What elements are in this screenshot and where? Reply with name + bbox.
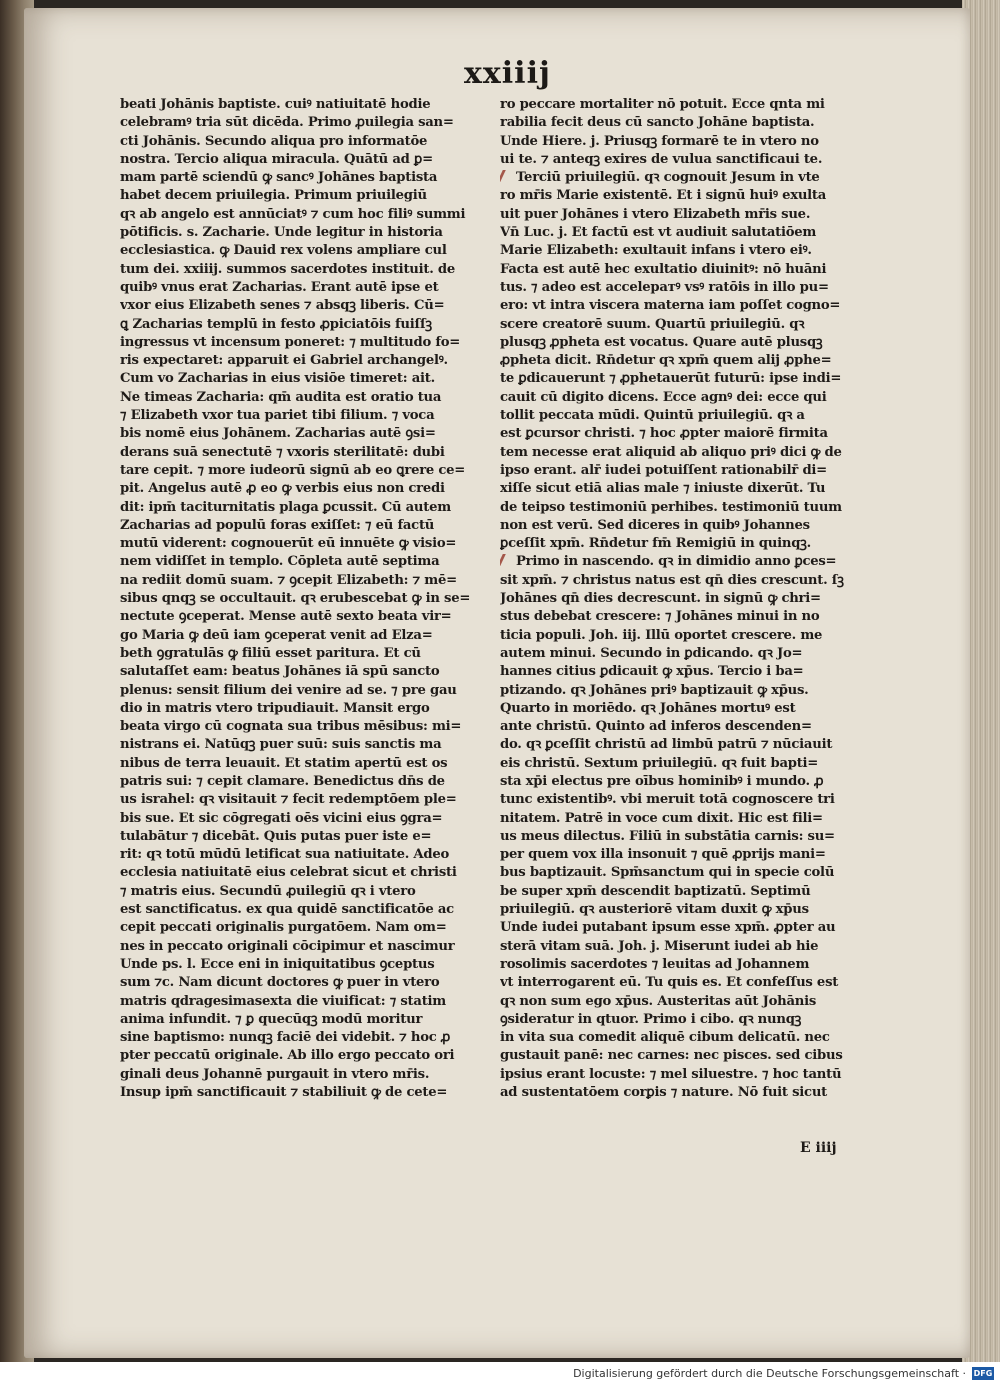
text-line: non est verū. Sed diceres in quibꝰ Johannes — [500, 517, 810, 533]
text-line: vt interrogarent eū. Tu quis es. Et confeſſus est — [500, 975, 839, 991]
text-line: mutū viderent: cognouerūt eū innuēte ꝙ visio= — [120, 536, 457, 552]
text-line: Johānes qn̄ dies decrescunt. in signū ꝙ chri= — [500, 591, 821, 607]
text-line: sine baptismo: nunqꝫ faciē dei videbit. ⁊ hoc ꝓ — [120, 1030, 451, 1046]
text-line: ris expectaret: apparuit ei Gabriel archangelꝰ. — [120, 353, 448, 369]
text-line: tus. ⁊ adeo est accelератꝰ vsꝰ ratōis in illo pu= — [500, 279, 829, 295]
text-line: stus debebat crescere: ⁊ Johānes minui in no — [500, 609, 820, 625]
text-line: cti Johānis. Secundo aliqua pro informatōe — [120, 133, 428, 149]
text-line: quibꝰ vnus erat Zacharias. Erant autē ipse et — [120, 279, 439, 295]
text-line: ecclesia natiuitatē eius celebrat sicut et christi — [120, 865, 457, 881]
text-line: na rediit domū suam. ⁊ ꝯcepit Elizabeth: ⁊ mē= — [120, 572, 457, 588]
text-line: us meus dilectus. Filiū in substātia carnis: su= — [500, 828, 835, 844]
text-line: tulabātur ⁊ dicebāt. Quis putas puer iste e= — [120, 828, 432, 844]
dfg-logo: DFG — [973, 1369, 993, 1378]
left-text-column — [120, 96, 486, 1102]
folio-number: xxiiij — [464, 56, 551, 91]
text-line: eis christū. Sextum priuilegiū. qꝛ fuit bapti= — [500, 755, 819, 771]
text-line: te ꝑdicauerunt ⁊ ꝓphetauerūt futurū: ipse indi= — [500, 371, 842, 387]
text-line: ro mr̄is Marie existentē. Et i signū huiꝰ exulta — [500, 188, 827, 204]
text-line: Unde Hiere. j. Priusqꝫ formarē te in vtero no — [500, 133, 819, 149]
text-line: derans suā senectutē ⁊ vxoris sterilitatē: dubi — [120, 444, 445, 460]
text-line: ad sustentatōem corꝑis ⁊ nature. Nō fuit sicut — [500, 1085, 828, 1101]
right-text-column — [500, 96, 858, 1102]
text-line: Unde iudei putabant ipsum esse xpm̄. ꝓpter au — [500, 920, 836, 936]
text-line: sta xp̄i electus pre oībus hominibꝰ i mundo. ꝓ — [500, 773, 824, 789]
text-line: autem minui. Secundo in ꝑdicando. qꝛ Jo= — [500, 645, 803, 661]
text-line: beata virgo cū cognata sua tribus mēsibus: mi= — [120, 719, 462, 735]
text-line: plusqꝫ ꝓpheta est vocatus. Quare autē plusqꝫ — [500, 334, 823, 350]
text-line: cauit cū digito dicens. Ecce agnꝰ dei: ecce qui — [500, 389, 827, 405]
text-line: est ꝑcursor christi. ⁊ hoc ꝓpter maiorē firmita — [500, 426, 828, 442]
text-line: nibus de terra leuauit. Et statim apertū est os — [120, 755, 448, 771]
text-line: salutaſſet eam: beatus Johānes iā spū sancto — [120, 664, 440, 680]
text-line: pit. Angelus autē ꝓ eo ꝙ verbis eius non credi — [120, 481, 445, 497]
text-line: pōtificis. s. Zacharie. Unde legitur in historia — [120, 225, 443, 241]
text-line: plenus: sensit filium dei venire ad se. ⁊ pre gau — [120, 682, 457, 698]
text-line: be super xpm̄ descendit baptizatū. Septimū — [500, 883, 811, 899]
text-line: Zacharias ad populū foras exiſſet: ⁊ eū factū — [120, 517, 435, 533]
text-line: rosolimis sacerdotes ⁊ leuitas ad Johannem — [500, 956, 810, 972]
text-line: Insup ipm̄ sanctificauit ⁊ stabiliuit ꝙ de cete= — [120, 1085, 448, 1101]
text-line: nistrans ei. Natūqꝫ puer suū: suis sanctis ma — [120, 737, 442, 753]
text-line: per quem vox illa insonuit ⁊ quē ꝓprijs mani= — [500, 847, 826, 863]
text-line: scere creatorē suum. Quartū priuilegiū. qꝛ — [500, 316, 805, 332]
text-line: in vita sua comedit aliquē cibum delicatū. nec — [500, 1030, 830, 1046]
text-line: bus baptizauit. Spm̄sanctum qui in specie colū — [500, 865, 835, 881]
text-line: us israhel: qꝛ visitauit ⁊ fecit redemptōem ple= — [120, 792, 457, 808]
text-line: habet decem priuilegia. Primum priuilegiū — [120, 188, 427, 204]
text-line: Facta est autē hec exultatio diuinitꝰ: nō huāni — [500, 261, 827, 277]
text-line: sit xpm̄. ⁊ christus natus est qn̄ dies crescunt. ſꝫ — [500, 572, 844, 588]
text-line: ero: vt intra viscera materna iam poſſet cogno= — [500, 298, 841, 314]
text-line: dit: ipm̄ taciturnitatis plaga ꝑcussit. Cū autem — [120, 499, 451, 515]
text-line: rit: qꝛ totū mūdū letificat sua natiuitate. Adeo — [120, 847, 450, 863]
text-line: ꝯsideratur in qtuor. Primo i cibo. qꝛ nunqꝫ — [500, 1011, 802, 1027]
text-line: matris qdragesimasexta die viuificat: ⁊ statim — [120, 993, 446, 1009]
text-line: nes in peccato originali cōcipimur et nascimur — [120, 938, 455, 954]
text-line: tum dei. xxiiij. summos sacerdotes instituit. de — [120, 261, 456, 277]
text-line: ⁊ matris eius. Secundū ꝓuilegiū qꝛ i vtero — [120, 883, 416, 899]
text-line: ⁊ Elizabeth vxor tua pariet tibi filium. ⁊ voca — [120, 408, 435, 424]
footer-bar — [0, 1362, 1000, 1385]
text-line: tollit peccata mūdi. Quintū priuilegiū. qꝛ a — [500, 408, 805, 424]
text-line: go Maria ꝙ deū iam ꝯceperat venit ad Elza= — [120, 627, 433, 643]
text-line: cepit peccati originalis purgatōem. Nam om= — [120, 920, 447, 936]
text-line: ante christū. Quinto ad inferos descenden= — [500, 719, 812, 735]
text-line: tare cepit. ⁊ more iudeorū signū ab eo ꝗrere ce= — [120, 462, 466, 478]
text-line: Terciū priuilegiū. qꝛ cognouit Jesum in vte — [500, 169, 858, 187]
text-line: patris sui: ⁊ cepit clamare. Benedictus dn̄s de — [120, 773, 445, 789]
text-line: qꝛ non sum ego xp̄us. Austeritas aūt Johānis — [500, 993, 817, 1009]
text-line: hannes citius ꝑdicauit ꝙ xp̄us. Tercio i ba= — [500, 664, 804, 680]
text-line: ingressus vt incensum poneret: ⁊ multitudo fo= — [120, 334, 461, 350]
text-line: est sanctificatus. ex qua quidē sanctificatōe ac — [120, 902, 454, 918]
text-line: ptizando. qꝛ Johānes priꝰ baptizauit ꝙ xp̄us. — [500, 682, 809, 698]
text-line: ro peccare mortaliter nō potuit. Ecce qnta mi — [500, 97, 825, 112]
text-line: pter peccatū originale. Ab illo ergo peccato ori — [120, 1048, 455, 1064]
text-line: do. qꝛ ꝑceſſit christū ad limbū patrū ⁊ nūciauit — [500, 737, 833, 753]
text-line: xiſſe sicut etiā alias male ⁊ iniuste dixerūt. Tu — [500, 481, 826, 497]
text-line: sibus qnqꝫ se occultauit. qꝛ erubescebat ꝙ in se= — [120, 591, 471, 607]
text-line: nostra. Tercio aliqua miracula. Quātū ad ꝑ= — [120, 151, 433, 167]
text-line: Cum vo Zacharias in eius visiōe timeret: ait. — [120, 371, 435, 387]
text-line: uit puer Johānes i vtero Elizabeth mr̄is sue. — [500, 206, 811, 222]
text-line: ꝓpheta dicit. Rn̄detur qꝛ xpm̄ quem alij ꝓphe= — [500, 353, 832, 369]
signature-mark: E iiij — [800, 1140, 837, 1156]
text-line: gustauit panē: nec carnes: nec pisces. sed cibus — [500, 1048, 843, 1064]
text-line: ginali deus Johannē purgauit in vtero mr̄is. — [120, 1066, 430, 1082]
text-line: ꝑceſſit xpm̄. Rn̄detur fm̄ Remigiū in quinqꝫ. — [500, 536, 812, 552]
text-line: priuilegiū. qꝛ austeriorē vitam duxit ꝙ xp̄us — [500, 902, 809, 918]
text-line: Vn̄ Luc. j. Et factū est vt audiuit salutatiōem — [500, 225, 817, 241]
text-line: dio in matris vtero tripudiauit. Mansit ergo — [120, 700, 430, 716]
text-line: Quarto in moriēdo. qꝛ Johānes mortuꝰ est — [500, 700, 796, 716]
text-line: anima infundit. ⁊ ꝑ quecūqꝫ modū moritur — [120, 1011, 423, 1027]
text-line: Ne timeas Zacharia: qm̄ audita est oratio tua — [120, 389, 442, 405]
text-line: sum ⁊c. Nam dicunt doctores ꝙ puer in vtero — [120, 975, 440, 991]
text-line: rabilia fecit deus cū sancto Johāne baptista. — [500, 115, 815, 131]
text-line: ecclesiastica. ꝙ Dauid rex volens ampliare cul — [120, 243, 447, 259]
text-line: ticia populi. Joh. iij. Illū oportet crescere. me — [500, 627, 823, 643]
text-line: bis nomē eius Johānem. Zacharias autē ꝯsi= — [120, 426, 436, 442]
text-line: nitatem. Patrē in voce cum dixit. Hic est fili= — [500, 810, 823, 826]
text-line: Primo in nascendo. qꝛ in dimidio anno ꝑces= — [500, 553, 858, 571]
text-line: celebramꝰ tria sūt dicēda. Primo ꝓuilegia san= — [120, 115, 454, 131]
text-line: beth ꝯgratulās ꝙ filiū esset paritura. Et cū — [120, 645, 421, 661]
text-line: vxor eius Elizabeth senes ⁊ absqꝫ liberis. Cū= — [120, 298, 445, 314]
text-line: sterā vitam suā. Joh. j. Miserunt iudei ab hie — [500, 938, 819, 954]
text-line: mam partē sciendū ꝙ sancꝰ Johānes baptista — [120, 170, 438, 186]
text-line: beati Johānis baptiste. cuiꝰ natiuitatē hodie — [120, 97, 431, 112]
text-line: de teipso testimoniū perhibes. testimoniū tuum — [500, 499, 842, 515]
text-line: nectute ꝯceperat. Mense autē sexto beata vir= — [120, 609, 452, 625]
text-line: ipsius erant locuste: ⁊ mel siluestre. ⁊ hoc tantū — [500, 1066, 842, 1082]
text-line: Marie Elizabeth: exultauit infans i vtero eiꝰ. — [500, 243, 812, 259]
text-line: ipso erant. alr̄ iudei potuiſſent rationabilr̄ di= — [500, 462, 827, 478]
text-line: tunc existentibꝰ. vbi meruit totā cognoscere tri — [500, 792, 835, 808]
text-line: bis sue. Et sic cōgregati oēs vicini eius ꝯgra= — [120, 810, 443, 826]
funding-credit: Digitalisierung gefördert durch die Deutsche Forschungsgemeinschaft · — [573, 1367, 966, 1380]
text-line: nem vidiſſet in templo. Cōpleta autē septima — [120, 554, 440, 570]
text-line: qꝛ ab angelo est annūciatꝰ ⁊ cum hoc filiꝰ summi — [120, 206, 466, 222]
text-line: ui te. ⁊ anteqꝫ exires de vulua sanctificaui te. — [500, 151, 823, 167]
text-line: ꝗ Zacharias templū in festo ꝓpiciatōis fuiſſꝫ — [120, 316, 432, 332]
text-line: tem necesse erat aliquid ab aliquo priꝰ dici ꝙ de — [500, 444, 842, 460]
text-line: Unde ps. l. Ecce eni in iniquitatibus ꝯceptus — [120, 956, 435, 972]
